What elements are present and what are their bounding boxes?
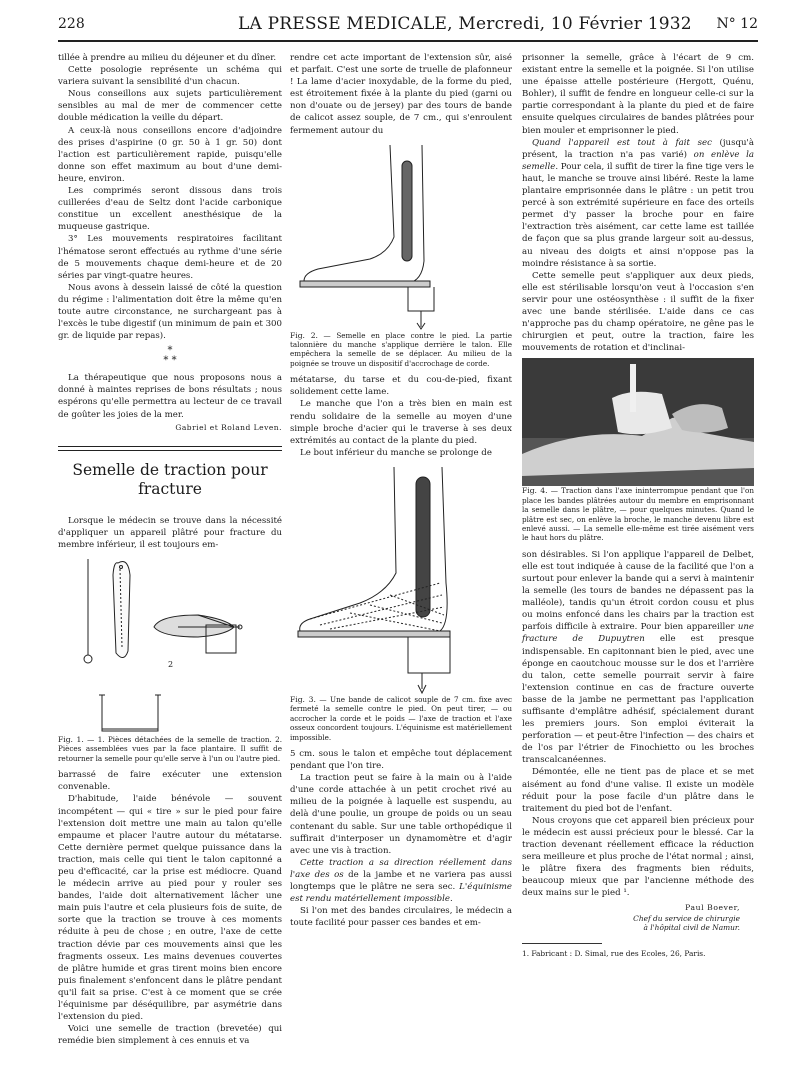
section-separator: * * * <box>163 345 177 367</box>
paragraph: D'habitude, l'aide bénévole — souvent incompétent — qui « tire » sur le pied pour faire l'extension doit mettre une main au talon qu'elle empaume et placer l'autre autour du métatarse. Cette dernière permet quelque puissance dans la traction, mais celle qui tient le talon capitonné a peu d'efficacité, car la prise est médiocre. Quand le médecin arrive au pied pour y rouler ses bandes, l'aide doit alternativement lâcher une main puis l'autre et cela plusieurs fois de suite, de sorte que la traction se trouve à ces moments réduite à peu de chose ; en outre, l'axe de cette traction dévie par ces mouvements ainsi que les fragments osseux. Les mains devenues couvertes de plâtre humide et gras tirent moins bien encore puis finalement s'enfoncent dans le plâtre pendant qu'il fait sa prise. C'est à ce moment que se crée l'équinisme par déséquilibre, par asymétrie dans l'extension du pied. <box>58 794 282 1023</box>
paragraph: Les comprimés seront dissous dans trois cuillerées d'eau de Seltz dont l'acide carbonique constitue un excellent anesthésique de la muqueuse gastrique. <box>58 186 282 233</box>
caption-label: Fig. 4. <box>522 486 548 496</box>
caption-label: Fig. 1. <box>58 735 84 744</box>
text-span: elle est presque indispensable. En capitonnant bien le pied, avec une éponge en caoutchouc mousse sur le dos et l'arrière du talon, cette semelle pourrait servir à faire l'extension continue en cas de fracture ouverte basse de la jambe ne permettant pas l'application suffisante d'emplâtre adhésif, spécialement durant les premiers jours. Son emploi éviterait la perforation — et peut-être l'infection — des chairs et de l'os par l'étrier de Finochietto ou les broches transcalcanéennes. <box>522 634 754 766</box>
paragraph: La traction peut se faire à la main ou à l'aide d'une corde attachée à un petit crochet rivé au milieu de la poignée à laquelle est suspendu, au delà d'une poulie, un groupe de poids ou un seau contenant du sable. Sur une table orthopédique il suffirait d'interposer un dynamomètre et d'agir avec une vis à traction. <box>290 773 512 856</box>
text-span: Pour cela, il suffit de tirer la fine tige vers le haut, le manche se trouve ainsi libéré. Reste la lame plantaire emprisonnée dans le plâtre : un petit trou percé à son extrémité supérieure en face des orteils permet d'y passer la broche pour en faire l'extraction très aisément, car cette lame est taillée de façon que sa plus grande largeur soit au-dessus, au niveau des doigts et ainsi n'oppose pas la moindre résistance à sa sortie. <box>522 161 754 269</box>
paragraph <box>522 137 754 270</box>
paragraph: barrassé de faire exécuter une extension convenable. <box>58 770 282 793</box>
paragraph: 3° Les mouvements respiratoires facilitant l'hématose seront effectués au rythme d'une série de 5 mouvements chaque demi-heure et de 20 séries par vingt-quatre heures. <box>58 234 282 281</box>
figure-4-caption <box>522 486 754 542</box>
emphasis: Quand l'appareil est tout à fait sec <box>532 137 712 148</box>
paragraph: Voici une semelle de traction (brevetée) qui remédie bien simplement à ces ennuis et va <box>58 1024 282 1047</box>
caption-label: Fig. 2. <box>290 330 318 340</box>
column-2 <box>290 52 512 929</box>
figure-1 <box>58 555 282 763</box>
paragraph <box>522 549 754 767</box>
caption-text: — 1. Pièces détachées de la semelle de traction. 2. Pièces assemblées vues par la face plantaire. Il suffit de retourner la semelle pour qu'elle serve à l'un ou l'autre pied. <box>58 735 283 763</box>
paragraph: prisonner la semelle, grâce à l'écart de 9 cm. existant entre la semelle et la poignée. Si l'on utilise une épaisse attelle postérieure (Hergott, Quénu, Bohler), il suffit de fendre en longueur celle-ci sur la partie correspondant à la plante du pied et de faire ensuite quelques circulaires de bandes plâtrées pour bien mouler et emprisonner le pied. <box>522 53 754 136</box>
figure-1-caption <box>58 735 282 763</box>
text-span: (jusqu'à présent, la traction n'a pas varié) <box>522 137 755 160</box>
article-signature: Gabriel et Roland Leven. <box>175 422 282 432</box>
paragraph: Nous conseillons aux sujets particulièrement sensibles au mal de mer de commencer cette double médication la veille du départ. <box>58 89 282 124</box>
svg-text:2: 2 <box>168 660 174 669</box>
emphasis: Cette traction a sa direction réellement dans l'axe des os <box>290 857 512 880</box>
issue-number: N° 12 <box>716 16 758 32</box>
paragraph: La thérapeutique que nous proposons nous a donné à maintes reprises de bons résultats ; nous espérons qu'elle permettra au lecteur de ce travail de goûter les joies de la mer. <box>58 373 282 420</box>
journal-title: LA PRESSE MEDICALE, Mercredi, 10 Février 1932 <box>238 14 692 34</box>
paragraph: Si l'on met des bandes circulaires, le médecin a toute facilité pour passer ces bandes et em- <box>290 906 512 929</box>
figure-3-caption <box>290 695 512 742</box>
paragraph: métatarse, du tarse et du cou-de-pied, fixant solidement cette lame. <box>290 375 512 398</box>
paragraph <box>290 857 512 905</box>
column-1 <box>58 52 282 1047</box>
figure-4 <box>522 358 754 542</box>
paragraph: Le bout inférieur du manche se prolonge de <box>300 447 492 458</box>
paragraph: Nous croyons que cet appareil bien précieux pour le médecin est aussi précieux pour le blessé. Car la traction devenant réellement efficace la réduction sera meilleure et plus proche de l'état normal ; ainsi, le plâtre fixera des fragments bien réduits, beaucoup mieux que par l'ancienne méthode des deux mains sur le pied ¹. <box>522 815 754 899</box>
page-number: 228 <box>58 16 85 32</box>
article-separator <box>58 446 282 451</box>
figure-3 <box>290 463 512 742</box>
caption-text: — Une bande de calicot souple de 7 cm. fixe avec fermeté la semelle contre le pied. On peut tirer, — ou accrocher la corde et le poids — l'axe de traction et l'axe osseux concordent toujours. L'équinisme est matériellement impossible. <box>290 694 512 742</box>
header-rule <box>58 40 758 42</box>
bandaged-sole-drawing <box>290 463 512 695</box>
caption-text: — Traction dans l'axe ininterrompue pendant que l'on place les bandes plâtrées autour du membre en emprisonnant la semelle dans le plâtre, — pour quelques minutes. Quand le plâtre est sec, on enlève la broche, le manche devenu libre est enlevé aussi. — La semelle elle-même est tirée aisément vers le haut hors du plâtre. <box>522 486 754 543</box>
paragraph: 5 cm. sous le talon et empêche tout déplacement pendant que l'on tire. <box>290 748 512 772</box>
caption-label: Fig. 3. <box>290 694 316 704</box>
sole-on-foot-drawing <box>290 141 512 331</box>
paragraph: tillée à prendre au milieu du déjeuner et du dîner. <box>58 53 277 63</box>
author-affiliation-2: à l'hôpital civil de Namur. <box>643 923 740 933</box>
article-title: Semelle de traction pour fracture <box>72 460 268 498</box>
paragraph: Cette semelle peut s'appliquer aux deux pieds, elle est stérilisable lorsqu'on veut à l'occasion s'en servir pour une ostéosynthèse : il suffit de la fixer avec une bande stérilisée. L'aide dans ce cas n'approche pas du champ opératoire, ne gêne pas le chirurgien et peut, outre la traction, faire les mouvements de rotation et d'inclinai- <box>522 270 754 354</box>
author-name: Paul Boever, <box>685 902 740 912</box>
figure-2-caption <box>290 331 512 369</box>
traction-photo <box>522 358 754 486</box>
emphasis: L'équinisme est rendu matériellement impossible. <box>290 882 512 905</box>
paragraph: Le manche que l'on a très bien en main est rendu solidaire de la semelle au moyen d'une simple broche d'acier qui le traverse à ses deux extrémités au contact de la plante du pied. <box>290 399 512 446</box>
paragraph: Nous avons à dessein laissé de côté la question du régime : l'alimentation doit être la même qu'en toute autre circonstance, ne surchargeant pas à l'excès le tube digestif (un minimum de pain et 300 gr. de liquide par repas). <box>58 282 282 342</box>
text-span: de la jambe et ne variera pas aussi longtemps que le plâtre ne sera sec. <box>290 869 512 892</box>
author-affiliation-1: Chef du service de chirurgie <box>633 913 740 923</box>
figure-2 <box>290 141 512 369</box>
column-3 <box>522 52 754 960</box>
traction-sole-parts-drawing <box>58 555 282 735</box>
footnote-rule <box>522 943 602 944</box>
paragraph: Lorsque le médecin se trouve dans la nécessité d'appliquer un appareil plâtré pour fracture du membre inférieur, il est toujours em- <box>58 515 282 550</box>
page-header <box>58 16 758 40</box>
footnote: 1. Fabricant : D. Simal, rue des Ecoles, 26, Paris. <box>522 948 706 958</box>
paragraph: Cette posologie représente un schéma qui variera suivant la sensibilité d'un chacun. <box>58 65 282 88</box>
emphasis: on enlève la semelle. <box>522 149 754 172</box>
paragraph: A ceux-là nous conseillons encore d'adjoindre des prises d'aspirine (0 gr. 50 à 1 gr. 50) dont l'action est particulièrement rapide, puisqu'elle donne son effet maximum au bout d'une demi-heure, environ. <box>58 125 282 184</box>
text-span: son désirables. Si l'on applique l'appareil de Delbet, elle est tout indiquée à cause de la facilité que l'on a surtout pour enlever la bande qui a servi à maintenir la semelle (les tours de bandes ne dépassent pas la malléole), tandis qu'un étroit cordon cousu et plus ou moins enfoncé dans les chairs par la traction est parfois difficile à extraire. Pour bien appareiller <box>522 549 754 633</box>
emphasis: une fracture de Dupuytren <box>522 622 754 645</box>
paragraph: Démontée, elle ne tient pas de place et se met aisément au fond d'une valise. Il existe un modèle réduit pour la pose facile d'un plâtre dans le traitement du pied bot de l'enfant. <box>522 767 754 814</box>
paragraph: rendre cet acte important de l'extension sûr, aisé et parfait. C'est une sorte de truelle de plafonneur ! La lame d'acier inoxydable, de la forme du pied, est étroitement fixée à la plante du pied (garni ou non d'ouate ou de jersey) par des tours de bande de calicot assez souple, de 7 cm., qui s'enroulent fermement autour du <box>290 53 512 136</box>
caption-text: — Semelle en place contre le pied. La partie talonnière du manche s'applique derrière le talon. Elle empêchera la semelle de se déplacer. Au milieu de la poignée se trouve un dispositif d'accrochage de corde. <box>290 330 512 368</box>
